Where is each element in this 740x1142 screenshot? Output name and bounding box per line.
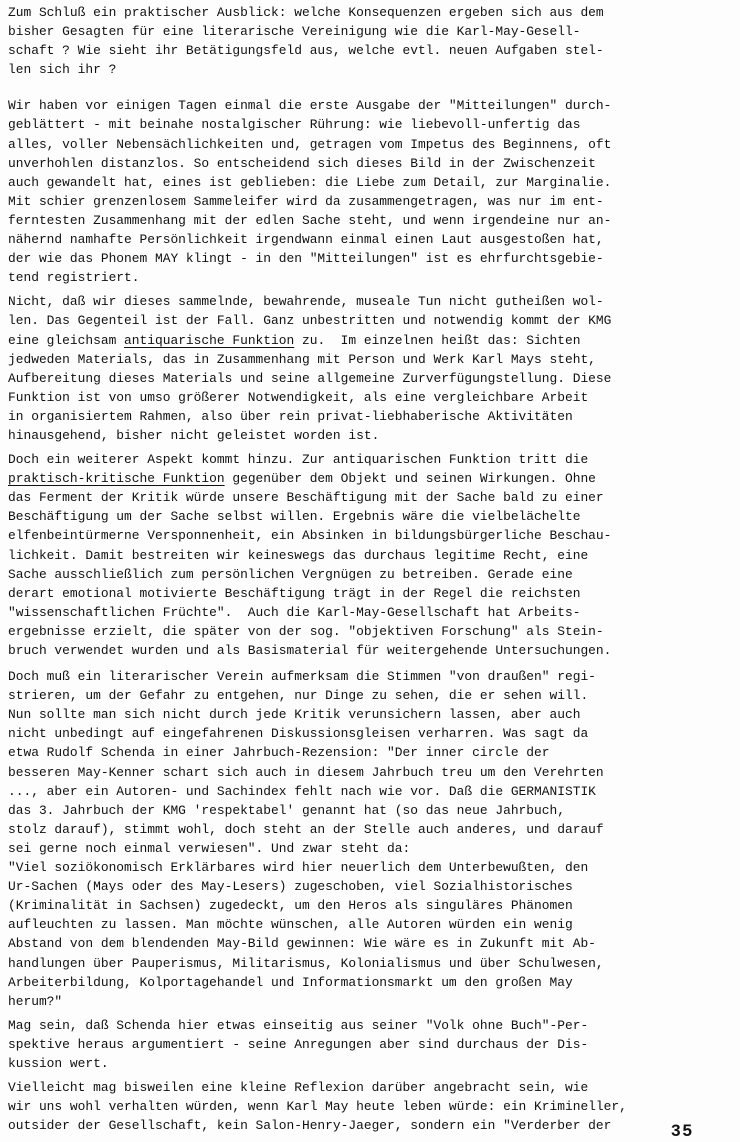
text-line: Arbeiterbildung, Kolportagehandel und Informationsmarkt um den großen May (8, 974, 573, 990)
text-line (8, 469, 738, 488)
text-line: besseren May-Kenner schart sich auch in diesem Jahrbuch treu um den Verehrten (8, 764, 604, 780)
text-line: nicht unbedingt auf eingefahrenen Diskussionsgleisen verharren. Was sagt da (8, 726, 589, 742)
text-segment: eine gleichsam (8, 332, 125, 348)
text-line: schaft ? Wie sieht ihr Betätigungsfeld aus, welche evtl. neuen Aufgaben stel- (8, 43, 604, 59)
text-line: kussion wert. (8, 1055, 109, 1071)
page-number: 35 (671, 1121, 694, 1140)
text-line: spektive heraus argumentiert - seine Anregungen aber sind durchaus der Dis- (8, 1036, 589, 1052)
text-line: len sich ihr ? (8, 62, 117, 78)
text-line (8, 331, 738, 350)
paragraph (8, 1078, 738, 1135)
paragraph (8, 667, 738, 1011)
text-line: Vielleicht mag bisweilen eine kleine Reflexion darüber angebracht sein, wie (8, 1080, 589, 1096)
text-line: bisher Gesagten für eine literarische Vereinigung wie die Karl-May-Gesell- (8, 24, 581, 40)
text-line: handlungen über Pauperismus, Militarismus, Kolonialismus und über Schulwesen, (8, 955, 604, 971)
paragraph (8, 96, 738, 287)
text-line: Nun sollte man sich nicht durch jede Kritik verunsichern lassen, aber auch (8, 707, 581, 723)
text-line: Zum Schluß ein praktischer Ausblick: welche Konsequenzen ergeben sich aus dem (8, 5, 604, 20)
underlined-term: antiquarische Funktion (124, 332, 295, 348)
text-line: len. Das Gegenteil ist der Fall. Ganz unbestritten und notwendig kommt der KMG (8, 313, 612, 329)
text-line: das Ferment der Kritik würde unsere Beschäftigung mit der Sache bald zu einer (8, 490, 604, 506)
text-line: ergebnisse erzielt, die später von der sog. "objektiven Forschung" als Stein- (8, 623, 604, 639)
text-line: auch gewandelt hat, eines ist geblieben: die Liebe zum Detail, zur Marginalie. (8, 174, 612, 190)
underlined-term: praktisch-kritische Funktion (8, 471, 225, 487)
text-line: "wissenschaftlichen Früchte". Auch die Karl-May-Gesellschaft hat Arbeits- (8, 604, 581, 620)
text-line: der wie das Phonem MAY klingt - in den "Mitteilungen" ist es ehrfurchtsgebie- (8, 251, 604, 267)
text-line: Doch ein weiterer Aspekt kommt hinzu. Zur antiquarischen Funktion tritt die (8, 452, 589, 468)
text-segment: gegenüber dem Objekt und seinen Wirkungen. Ohne (224, 471, 596, 487)
text-line: Wir haben vor einigen Tagen einmal die erste Ausgabe der "Mitteilungen" durch- (8, 98, 612, 114)
text-line: lichkeit. Damit bestreiten wir keineswegs das durchaus legitime Recht, eine (8, 547, 589, 563)
text-line: "Viel soziökonomisch Erklärbares wird hier neuerlich dem Unterbewußten, den (8, 860, 589, 876)
text-line: strieren, um der Gefahr zu entgehen, nur Dinge zu sehen, die er sehen will. (8, 688, 589, 704)
text-line: ferntesten Zusammenhang mit der edlen Sache steht, und wenn irgendeine nur an- (8, 212, 612, 228)
text-line: elfenbeintürmerne Versponnenheit, ein Absinken in bildungsbürgerliche Beschau- (8, 528, 612, 544)
text-line: jedweden Materials, das in Zusammenhang mit Person und Werk Karl Mays steht, (8, 351, 596, 367)
text-line: wir uns wohl verhalten würden, wenn Karl May heute leben würde: ein Krimineller, (8, 1099, 627, 1115)
text-line: Sache ausschließlich zum persönlichen Vergnügen zu betreiben. Gerade eine (8, 566, 573, 582)
body-text (8, 3, 738, 1135)
text-line: Aufbereitung dieses Materials und seine allgemeine Zurverfügungstellung. Diese (8, 370, 612, 386)
text-line: nähernd namhafte Persönlichkeit irgendwann einmal einen Laut ausgestoßen hat, (8, 232, 604, 248)
text-line: Beschäftigung um der Sache selbst willen. Ergebnis wäre die vielbelächelte (8, 509, 581, 525)
text-segment: zu. Im einzelnen heißt das: Sichten (294, 332, 581, 348)
paragraph-gap (8, 660, 738, 667)
text-line: aufleuchten zu lassen. Man möchte wünschen, alle Autoren würden ein wenig (8, 917, 573, 933)
text-line: hinausgehend, bisher nicht geleistet worden ist. (8, 427, 380, 443)
text-line: stolz darauf), stimmt wohl, doch steht an der Stelle auch anderes, und darauf (8, 821, 604, 837)
text-line: geblättert - mit beinahe nostalgischer Rührung: wie liebevoll-unfertig das (8, 117, 581, 133)
text-line: Mit schier grenzenlosem Sammeleifer wird da zusammengetragen, was nur im ent- (8, 193, 604, 209)
paragraph (8, 3, 738, 79)
text-line: etwa Rudolf Schenda in einer Jahrbuch-Rezension: "Der inner circle der (8, 745, 550, 761)
text-line: bruch verwendet wurden und als Basismaterial für weitergehende Untersuchungen. (8, 643, 612, 658)
text-line: (Kriminalität in Sachsen) zugedeckt, um den Heros als singuläres Phänomen (8, 898, 573, 914)
text-line: Ur-Sachen (Mays oder des May-Lesers) zugeschoben, viel Sozialhistorisches (8, 879, 573, 895)
text-line: Funktion ist von umso größerer Notwendigkeit, als eine vergleichbare Arbeit (8, 389, 589, 405)
text-line: Nicht, daß wir dieses sammelnde, bewahrende, museale Tun nicht gutheißen wol- (8, 294, 604, 310)
text-line: alles, voller Nebensächlichkeiten und, getragen vom Impetus des Beginnens, oft (8, 136, 612, 152)
text-line: sei gerne noch einmal verwiesen". Und zwar steht da: (8, 840, 411, 856)
text-line: tend registriert. (8, 270, 140, 286)
text-line: Abstand von dem blendenden May-Bild gewinnen: Wie wäre es in Zukunft mit Ab- (8, 936, 596, 952)
text-line: unverhohlen distanzlos. So entscheidend sich dieses Bild in der Zwischenzeit (8, 155, 596, 171)
paragraph-gap (8, 79, 738, 96)
paragraph (8, 450, 738, 660)
text-line: ..., aber ein Autoren- und Sachindex fehlt nach wie vor. Daß die GERMANISTIK (8, 783, 596, 799)
text-line: das 3. Jahrbuch der KMG 'respektabel' genannt hat (so das neue Jahrbuch, (8, 802, 565, 818)
text-line: Mag sein, daß Schenda hier etwas einseitig aus seiner "Volk ohne Buch"-Per- (8, 1017, 589, 1033)
text-line: in organisiertem Rahmen, also über rein privat-liebhaberische Aktivitäten (8, 408, 573, 424)
text-line: outsider der Gesellschaft, kein Salon-Henry-Jaeger, sondern ein "Verderber der (8, 1118, 612, 1134)
paragraph (8, 292, 738, 445)
text-line: Doch muß ein literarischer Verein aufmerksam die Stimmen "von draußen" regi- (8, 669, 596, 685)
paragraph (8, 1016, 738, 1073)
text-line: herum?" (8, 993, 63, 1009)
text-line: derart emotional motivierte Beschäftigung trägt in der Regel die reichsten (8, 585, 581, 601)
